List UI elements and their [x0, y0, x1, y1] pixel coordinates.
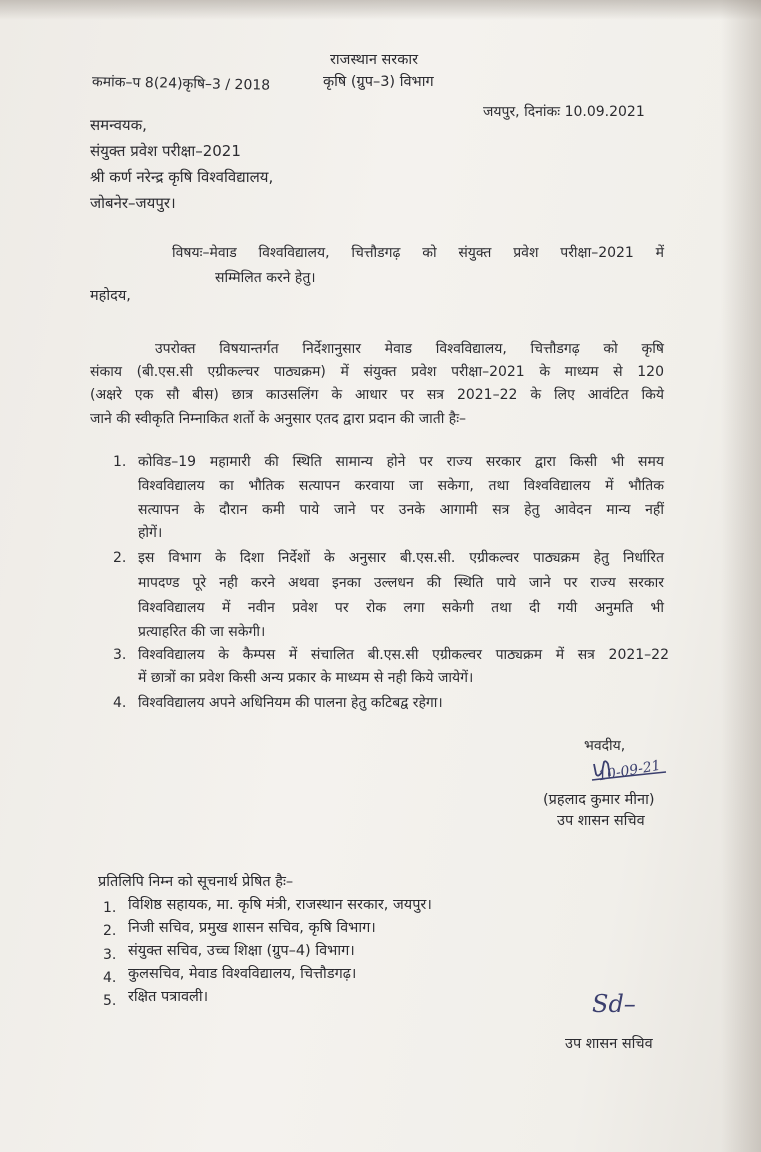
body-line: जाने की स्वीकृति निम्नाकित शर्तो के अनुसार एतद द्वारा प्रदान की जाती हैः– — [90, 411, 467, 427]
sd-handwritten: Sd– — [592, 990, 636, 1018]
copy-item: निजी सचिव, प्रमुख शासन सचिव, कृषि विभाग। — [128, 920, 376, 936]
department-name: कृषि (ग्रुप–3) विभाग — [323, 74, 434, 90]
copy-item: विशिष्ठ सहायक, मा. कृषि मंत्री, राजस्थान सरकार, जयपुर। — [128, 897, 432, 913]
condition-line: सत्यापन के दौरान कमी पाये जाने पर उनके आगामी सत्र हेतु आवेदन मान्य नहीं — [138, 502, 664, 518]
condition-line: विश्वविद्यालय में नवीन प्रवेश पर रोक लगा सकेगी तथा दी गयी अनुमति भी — [138, 600, 664, 616]
condition-number: 3. — [113, 647, 127, 663]
page-edge-shadow — [721, 0, 761, 1152]
addressee-line: जोबनेर–जयपुर। — [90, 194, 176, 212]
addressee-line: समन्वयक, — [90, 116, 147, 134]
condition-number: 1. — [113, 454, 127, 470]
condition-line: में छात्रों का प्रवेश किसी अन्य प्रकार के माध्यम से नही किये जायेगें। — [138, 670, 474, 686]
place-and-date: जयपुर, दिनांकः 10.09.2021 — [483, 104, 645, 120]
condition-line: कोविड–19 महामारी की स्थिति सामान्य होने पर राज्य सरकार द्वारा किसी भी समय — [138, 454, 664, 470]
reference-number: कमांक–प 8(24)कृषि–3 / 2018 — [91, 74, 271, 94]
condition-line: विश्वविद्यालय के कैम्पस में संचालित बी.एस.सी एग्रीकल्वर पाठ्यक्रम में सत्र 2021–22 — [138, 647, 669, 663]
condition-line: होगें। — [138, 525, 163, 541]
addressee-line: श्री कर्ण नरेन्द्र कृषि विश्वविद्यालय, — [90, 168, 274, 186]
condition-line: विश्वविद्यालय का भौतिक सत्यापन करवाया जा सकेगा, तथा विश्वविद्यालय में भौतिक — [138, 478, 664, 494]
signatory-designation: उप शासन सचिव — [557, 813, 645, 829]
condition-line: मापदण्ड पूरे नही करने अथवा इनका उल्लधन की स्थिति पाये जाने पर राज्य सरकार — [138, 575, 664, 591]
condition-line: प्रत्याहरित की जा सकेगी। — [138, 624, 266, 640]
copy-item-number: 3. — [103, 947, 117, 963]
copy-item-number: 1. — [103, 900, 117, 916]
copy-item-number: 4. — [103, 970, 117, 986]
handwritten-date: 10-09-21 — [597, 757, 662, 785]
page-shadow — [0, 0, 761, 20]
addressee-line: संयुक्त प्रवेश परीक्षा–2021 — [90, 142, 241, 160]
condition-number: 4. — [113, 695, 127, 711]
government-name: राजस्थान सरकार — [330, 52, 419, 68]
condition-line: इस विभाग के दिशा निर्देशों के अनुसार बी.एस.सी. एग्रीकल्वर पाठ्यक्रम हेतु निर्धारित — [138, 550, 664, 566]
condition-number: 2. — [113, 550, 127, 566]
body-line: संकाय (बी.एस.सी एग्रीकल्चर पाठ्यक्रम) में संयुक्त प्रवेश परीक्षा–2021 के माध्यम से 120 — [90, 364, 664, 380]
signatory-name: (प्रहलाद कुमार मीना) — [543, 792, 655, 808]
subject-line: विषयः–मेवाड विश्वविद्यालय, चित्तौडगढ़ को संयुक्त प्रवेश परीक्षा–2021 में — [172, 245, 664, 261]
copy-item: कुलसचिव, मेवाड विश्वविद्यालय, चित्तौडगढ़। — [128, 966, 357, 982]
closing-text: भवदीय, — [584, 738, 626, 754]
copy-item: संयुक्त सचिव, उच्च शिक्षा (ग्रुप–4) विभाग। — [128, 943, 355, 959]
body-line: (अक्षरे एक सौ बीस) छात्र काउसलिंग के आधार पर सत्र 2021–22 के लिए आवंटित किये — [90, 387, 664, 403]
copy-item: रक्षित पत्रावली। — [128, 989, 209, 1005]
salutation: महोदय, — [90, 288, 131, 304]
copy-item-number: 5. — [103, 993, 117, 1009]
subject-line: सम्मिलित करने हेतु। — [215, 270, 316, 286]
copy-designation: उप शासन सचिव — [565, 1036, 653, 1052]
copy-item-number: 2. — [103, 923, 117, 939]
body-line: उपरोक्त विषयान्तर्गत निर्देशानुसार मेवाड विश्वविद्यालय, चित्तौडगढ़ को कृषि — [155, 341, 664, 357]
copy-heading: प्रतिलिपि निम्न को सूचनार्थ प्रेषित हैः– — [98, 874, 294, 890]
condition-line: विश्वविद्यालय अपने अधिनियम की पालना हेतु कटिबद्व रहेगा। — [138, 695, 443, 711]
